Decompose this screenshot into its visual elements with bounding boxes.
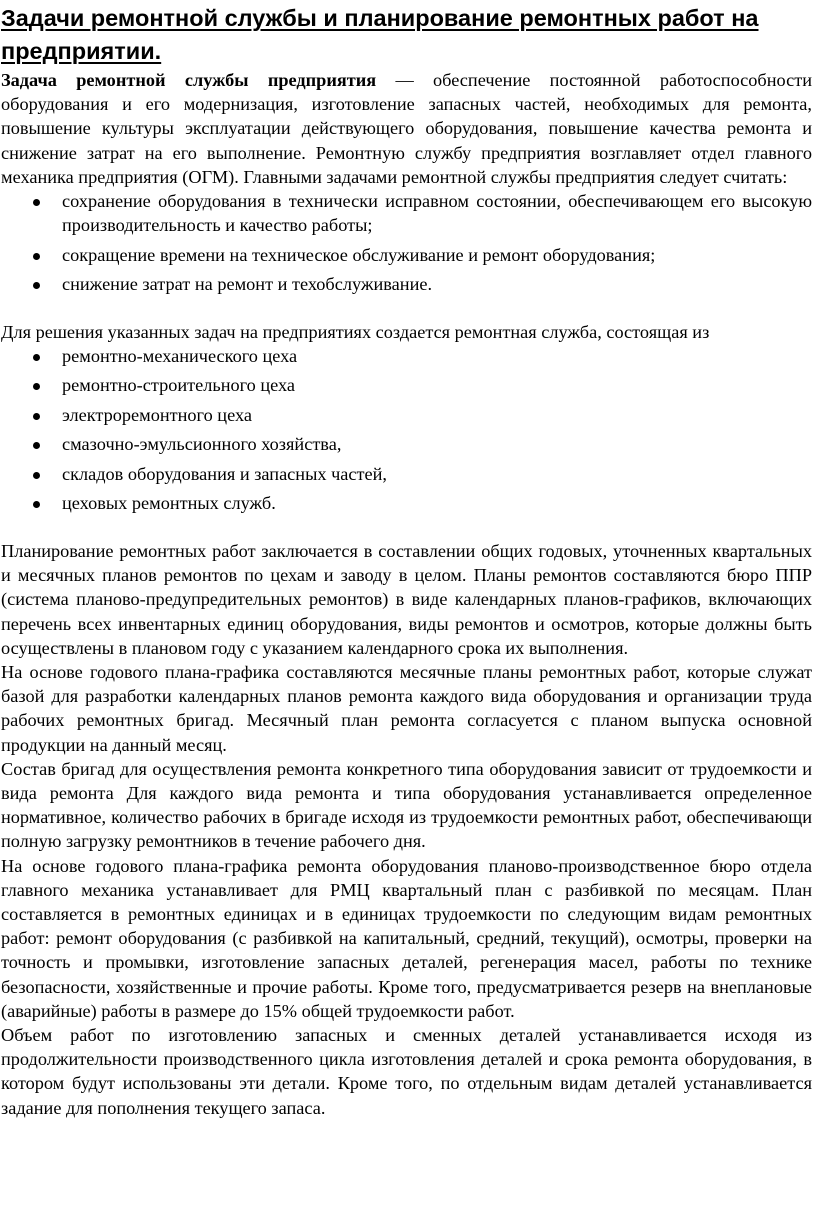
list-item: ремонтно-механического цеха <box>1 344 812 368</box>
bullet-icon <box>33 413 40 420</box>
tasks-list <box>1 189 812 296</box>
quarterly-plan-paragraph: На основе годового плана-графика ремонта оборудования планово-производственное бюро отдела главного механика устанавливает для РМЦ квартальный план с разбивкой по месяцам. План составляется в ремонтных единицах и в единицах трудоемкости по следующим видам ремонтных работ: ремонт оборудования (с разбивкой на капитальный, средний, текущий), осмотры, проверки на точность и промывки, изготовление запасных деталей, регенерация масел, работы по технике безопасности, хозяйственные и прочие работы. Кроме того, предусматривается резерв на внеплановые (аварийные) работы в размере до 15% общей трудоемкости работ. <box>1 855 812 1021</box>
page-title: Задачи ремонтной службы и планирование ремонтных работ на предприятии. <box>1 5 759 64</box>
monthly-plan-paragraph: На основе годового плана-графика составляются месячные планы ремонтных работ, которые служат базой для разработки календарных планов ремонта каждого вида оборудования и организации труда рабочих ремонтных бригад. Месячный план ремонта согласуется с планом выпуска основной продукции на данный месяц. <box>1 661 812 755</box>
list-item: сокращение времени на техническое обслуживание и ремонт оборудования; <box>1 243 812 267</box>
list-item: снижение затрат на ремонт и техобслуживание. <box>1 272 812 296</box>
bullet-icon <box>33 199 40 206</box>
bullet-icon <box>33 282 40 289</box>
list-item: цеховых ремонтных служб. <box>1 491 812 515</box>
bullet-icon <box>33 442 40 449</box>
planning-paragraph: Планирование ремонтных работ заключается в составлении общих годовых, уточненных квартальных и месячных планов ремонтов по цехам и заводу в целом. Планы ремонтов составляются бюро ППР (система планово-предупредительных ремонтов) в виде календарных планов-графиков, включающих перечень всех инвентарных единиц оборудования, виды ремонтов и осмотров, которые должны быть осуществлены в плановом году с указанием календарного срока их выполнения. <box>1 540 812 658</box>
brigade-paragraph: Состав бригад для осуществления ремонта конкретного типа оборудования зависит от трудоемкости и вида ремонта Для каждого вида ремонта и типа оборудования устанавливается определенное нормативное, количество рабочих в бригаде исходя из трудоемкости ремонтных работ, обеспечивающи полную загрузку ремонтников в течение рабочего дня. <box>1 758 812 852</box>
list-item: складов оборудования и запасных частей, <box>1 462 812 486</box>
list-item: ремонтно-строительного цеха <box>1 373 812 397</box>
bullet-icon <box>33 472 40 479</box>
structure-list <box>1 344 812 516</box>
list-item: смазочно-эмульсионного хозяйства, <box>1 432 812 456</box>
intro-term: Задача ремонтной службы предприятия <box>1 70 377 90</box>
intro-paragraph <box>1 68 812 189</box>
list-item: электроремонтного цеха <box>1 403 812 427</box>
bullet-icon <box>33 383 40 390</box>
list-item: сохранение оборудования в технически исправном состоянии, обеспечивающем его высокую производительность и качество работы; <box>1 189 812 237</box>
bullet-icon <box>33 501 40 508</box>
intro-text: — обеспечение постоянной работоспособности оборудования и его модернизация, изготовление запасных частей, необходимых для ремонта, повышение культуры эксплуатации действующего оборудования, повышение качества ремонта и снижение затрат на его выполнение. Ремонтную службу предприятия возглавляет отдел главного механика предприятия (ОГМ). Главными задачами ремонтной службы предприятия следует считать: <box>1 70 812 187</box>
bullet-icon <box>33 253 40 260</box>
spare-parts-paragraph: Объем работ по изготовлению запасных и сменных деталей устанавливается исходя из продолжительности производственного цикла изготовления деталей и срока ремонта оборудования, в котором будут использованы эти детали. Кроме того, по отдельным видам деталей устанавливается задание для пополнения текущего запаса. <box>1 1024 812 1118</box>
bullet-icon <box>33 354 40 361</box>
structure-lead: Для решения указанных задач на предприятиях создается ремонтная служба, состоящая из <box>1 321 710 342</box>
